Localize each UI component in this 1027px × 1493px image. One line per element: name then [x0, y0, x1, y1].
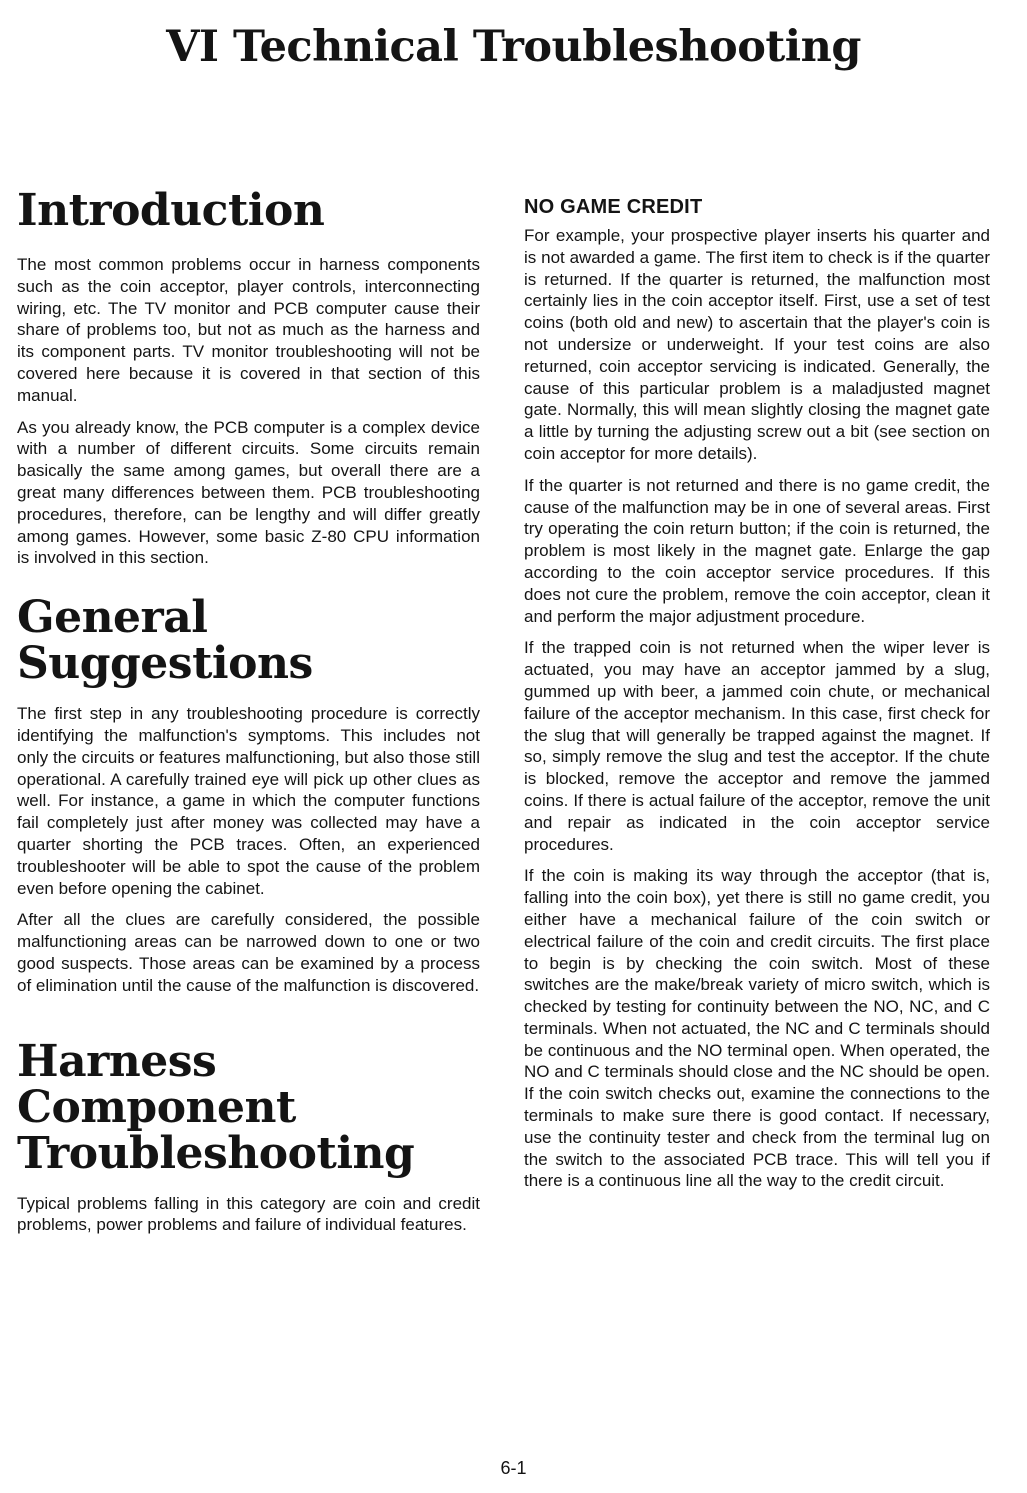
no-game-credit-heading: NO GAME CREDIT: [524, 196, 703, 218]
general-suggestions-heading-line-1: General: [17, 592, 208, 644]
general-suggestions-paragraph-2: After all the clues are carefully considered, the possible malfunctioning areas can be narrowed down to one or two good suspects. Those areas can be examined by a process of elimination until the cause of the malfunction is discovered.: [17, 910, 480, 995]
page-title: VI Technical Troubleshooting: [166, 22, 861, 72]
general-suggestions-paragraph-1: The first step in any troubleshooting procedure is correctly identifying the malfunction's symptoms. This includes not only the circuits or features malfunctioning, but also those still operational. A carefully trained eye will pick up other clues as well. For instance, a game in which the computer functions fail completely just after money was collected may have a quarter shorting the PCB traces. Often, an experienced troubleshooter will be able to spot the cause of the problem even before opening the cabinet.: [17, 704, 480, 898]
general-suggestions-heading-line-2: Suggestions: [17, 638, 313, 690]
right-column: [524, 196, 990, 1202]
page-number: 6-1: [500, 1458, 527, 1478]
introduction-paragraph-2: As you already know, the PCB computer is a complex device with a number of different circuits. Some circuits remain basically the same among games, but overall there are a great many differences between them. PCB troubleshooting procedures, therefore, can be lengthy and will differ greatly among games. However, some basic Z-80 CPU information is involved in this section.: [17, 417, 480, 568]
harness-component-heading-line-3: Troubleshooting: [17, 1127, 415, 1179]
no-game-credit-paragraph-3: If the trapped coin is not returned when the wiper lever is actuated, you may have an acceptor jammed by a slug, gummed up with beer, a jammed coin chute, or mechanical failure of the acceptor mechanism. In this case, first check for the slug that will generally be trapped against the magnet. If so, simply remove the slug and test the acceptor. If the chute is blocked, remove the acceptor and remove the jammed coins. If there is actual failure of the acceptor, remove the unit and repair as indicated in the coin acceptor service procedures.: [524, 638, 990, 854]
harness-component-heading-line-1: Harness: [17, 1035, 217, 1087]
general-suggestions-section: [17, 592, 480, 996]
harness-component-paragraph-1: Typical problems falling in this category are coin and credit problems, power problems and failure of individual features.: [17, 1193, 480, 1235]
no-game-credit-section: [524, 196, 990, 1192]
introduction-paragraph-1: The most common problems occur in harness components such as the coin acceptor, player controls, interconnecting wiring, etc. The TV monitor and PCB computer cause their share of problems too, but not as much as the harness and its component parts. TV monitor troubleshooting will not be covered here because it is covered in that section of this manual.: [17, 255, 480, 405]
no-game-credit-paragraph-1: For example, your prospective player inserts his quarter and is not awarded a game. The first item to check is if the quarter is returned. If the quarter is returned, the malfunction most certainly lies in the coin acceptor itself. First, use a set of test coins (both old and new) to ascertain that the player's coin is not undersize or underweight. If your test coins are also returned, coin acceptor servicing is indicated. Generally, the cause of this particular problem is a maladjusted magnet gate. Normally, this will mean slightly closing the magnet gate a little by turning the adjusting screw out a bit (see section on coin acceptor for more details).: [524, 226, 990, 463]
introduction-section: [17, 185, 480, 569]
harness-component-heading: [17, 1035, 480, 1179]
harness-component-heading-line-2: Component: [17, 1081, 296, 1133]
harness-component-section: [17, 1035, 480, 1237]
left-column: [17, 185, 480, 1246]
no-game-credit-paragraph-4: If the coin is making its way through the acceptor (that is, falling into the coin box), yet there is still no game credit, you either have a mechanical failure of the coin switch or electrical failure of the coin and credit circuits. The first place to begin is by checking the coin switch. Most of these switches are the make/break variety of micro switch, which is checked by testing for continuity between the NO, NC, and C terminals. When not actuated, the NC and C terminals should be continuous and the NO terminal open. When operated, the NO and C terminals should close and the NC should be open. If the coin switch checks out, examine the connections to the terminals to make sure there is good contact. If necessary, use the continuity tester and check from the terminal lug on the switch to the associated PCB trace. This will tell you if there is a continuous line all the way to the credit circuit.: [524, 866, 990, 1191]
introduction-heading: Introduction: [17, 185, 325, 236]
no-game-credit-paragraph-2: If the quarter is not returned and there is no game credit, the cause of the malfunction may be in one of several areas. First try operating the coin return button; if the coin is returned, the problem is most likely in the magnet gate. Enlarge the gap according to the coin acceptor service procedures. If this does not cure the problem, remove the coin acceptor, clean it and perform the major adjustment procedure.: [524, 475, 990, 626]
general-suggestions-heading: [17, 592, 480, 690]
